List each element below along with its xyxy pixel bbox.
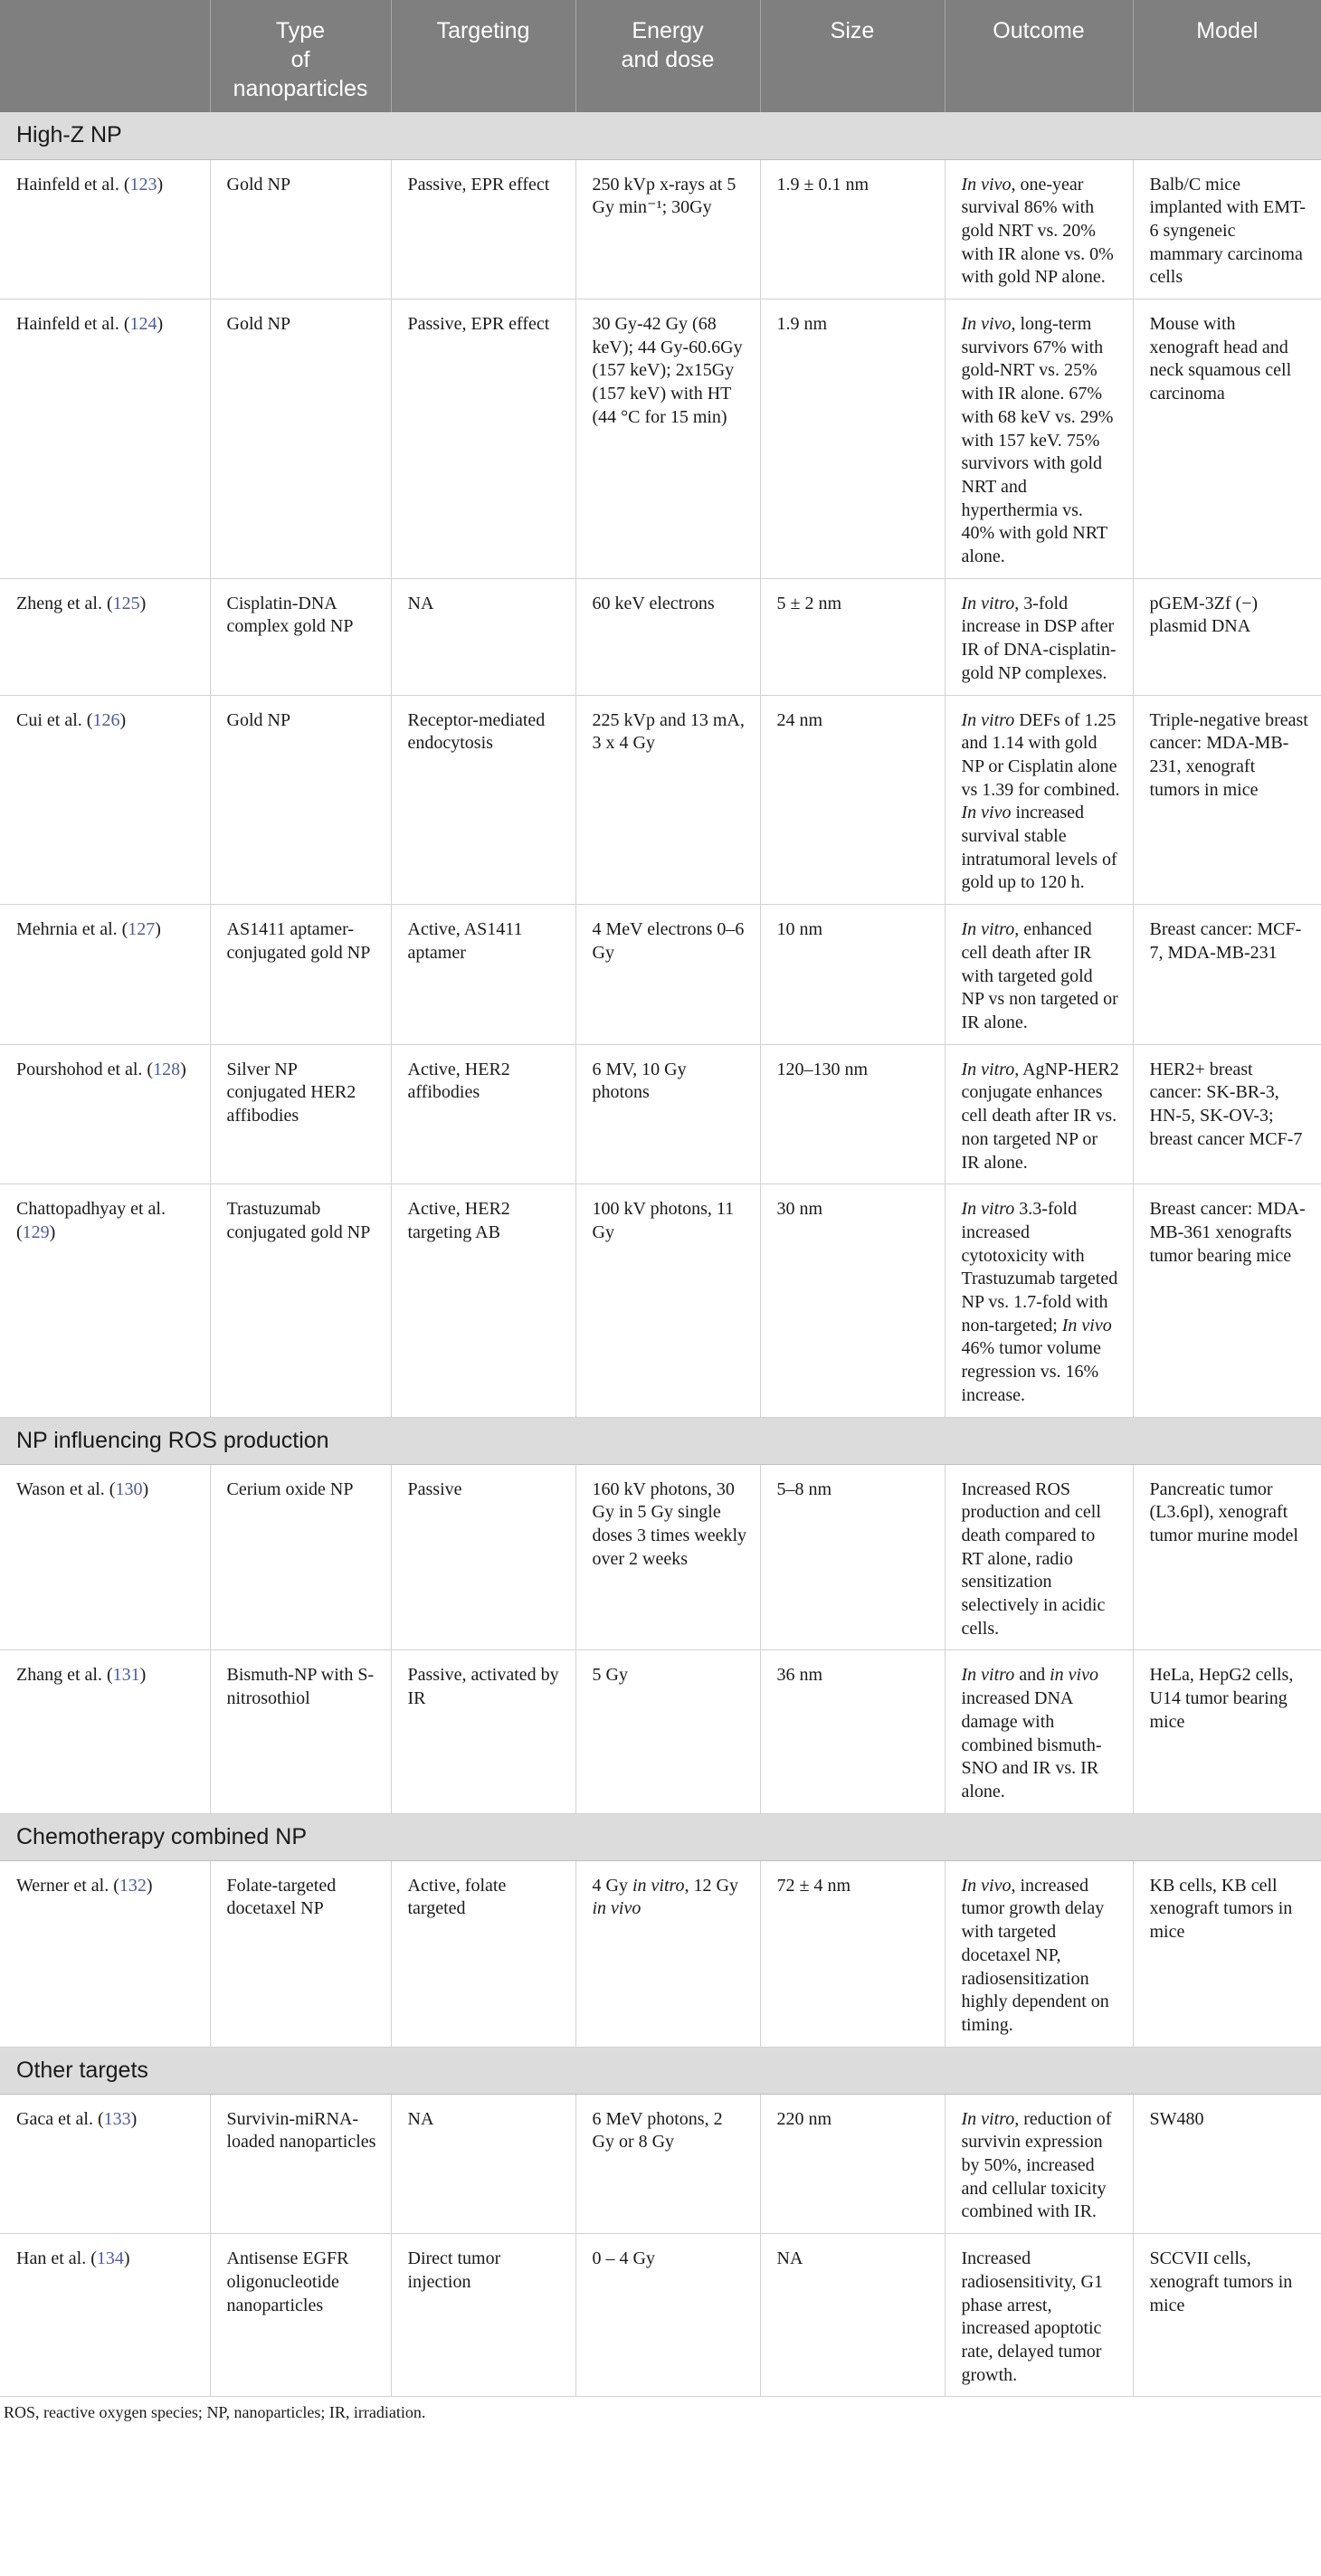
- study-author-end: ): [139, 593, 147, 613]
- study-author: Cui et al. (: [16, 709, 93, 730]
- study-cell: [0, 1650, 210, 1813]
- model-cell: pGEM-3Zf (−) plasmid DNA: [1133, 578, 1321, 695]
- study-author: Zheng et al. (: [16, 593, 113, 613]
- study-cell: [0, 1184, 210, 1417]
- study-author: Werner et al. (: [16, 1875, 119, 1896]
- reference-link[interactable]: 134: [96, 2248, 124, 2269]
- study-cell: [0, 299, 210, 579]
- energy-cell: 250 kVp x-rays at 5 Gy min⁻¹; 30Gy: [575, 159, 760, 299]
- study-author-end: ): [157, 314, 164, 335]
- outcome-cell: In vitro, reduction of survivin expression by 50%, increased and cellular toxicity combined with IR.: [945, 2094, 1133, 2234]
- outcome-cell: In vivo, increased tumor growth delay with targeted docetaxel NP, radiosensitization highly dependent on timing.: [945, 1860, 1133, 2047]
- reference-link[interactable]: 128: [153, 1059, 181, 1079]
- outcome-cell: In vitro and in vivo increased DNA damage with combined bismuth-SNO and IR vs. IR alone.: [945, 1650, 1133, 1813]
- outcome-cell: In vivo, one-year survival 86% with gold NRT vs. 20% with IR alone vs. 0% with gold NP alone.: [945, 159, 1133, 299]
- header-cell-energy: Energy and dose: [575, 0, 760, 112]
- energy-cell: 4 MeV electrons 0–6 Gy: [575, 905, 760, 1045]
- model-cell: Mouse with xenograft head and neck squamous cell carcinoma: [1133, 299, 1321, 579]
- header-cell-outcome: Outcome: [945, 0, 1133, 112]
- size-cell: 5 ± 2 nm: [760, 578, 945, 695]
- study-author: Hainfeld et al. (: [16, 314, 130, 335]
- reference-link[interactable]: 133: [103, 2108, 131, 2129]
- targeting-cell: Passive: [391, 1464, 575, 1650]
- targeting-cell: Direct tumor injection: [391, 2234, 575, 2397]
- study-cell: [0, 2094, 210, 2234]
- targeting-cell: Active, folate targeted: [391, 1860, 575, 2047]
- header-cell-study: [0, 0, 210, 112]
- type-cell: Gold NP: [210, 159, 391, 299]
- section-title: NP influencing ROS production: [0, 1417, 1321, 1464]
- outcome-cell: In vitro 3.3-fold increased cytotoxicity with Trastuzumab targeted NP vs. 1.7-fold with non-targeted; In vivo 46% tumor volume regression vs. 16% increase.: [945, 1184, 1133, 1417]
- size-cell: 5–8 nm: [760, 1464, 945, 1650]
- model-cell: Triple-negative breast cancer: MDA-MB-231, xenograft tumors in mice: [1133, 695, 1321, 905]
- model-cell: Balb/C mice implanted with EMT-6 syngeneic mammary carcinoma cells: [1133, 159, 1321, 299]
- study-cell: [0, 1860, 210, 2047]
- size-cell: 1.9 ± 0.1 nm: [760, 159, 945, 299]
- targeting-cell: Active, AS1411 aptamer: [391, 905, 575, 1045]
- study-author-end: ): [139, 1665, 147, 1686]
- size-cell: 72 ± 4 nm: [760, 1860, 945, 2047]
- energy-cell: 6 MeV photons, 2 Gy or 8 Gy: [575, 2094, 760, 2234]
- outcome-cell: Increased radiosensitivity, G1 phase arrest, increased apoptotic rate, delayed tumor growth.: [945, 2234, 1133, 2397]
- table-row: [0, 159, 1321, 299]
- size-cell: 120–130 nm: [760, 1044, 945, 1184]
- outcome-cell: In vitro, AgNP-HER2 conjugate enhances cell death after IR vs. non targeted NP or IR alone.: [945, 1044, 1133, 1184]
- targeting-cell: Passive, activated by IR: [391, 1650, 575, 1813]
- table-row: [0, 695, 1321, 905]
- study-cell: [0, 578, 210, 695]
- table-row: [0, 1860, 1321, 2047]
- size-cell: 1.9 nm: [760, 299, 945, 579]
- header-cell-type: Type of nanoparticles: [210, 0, 391, 112]
- outcome-cell: Increased ROS production and cell death compared to RT alone, radio sensitization selectively in acidic cells.: [945, 1464, 1133, 1650]
- table-row: [0, 1184, 1321, 1417]
- header-row: [0, 0, 1321, 112]
- type-cell: Cerium oxide NP: [210, 1464, 391, 1650]
- table-row: [0, 1464, 1321, 1650]
- targeting-cell: Passive, EPR effect: [391, 299, 575, 579]
- section-row: [0, 1813, 1321, 1860]
- size-cell: 10 nm: [760, 905, 945, 1045]
- table-footnote: ROS, reactive oxygen species; NP, nanoparticles; IR, irradiation.: [4, 2403, 426, 2421]
- header-cell-size: Size: [760, 0, 945, 112]
- energy-cell: 6 MV, 10 Gy photons: [575, 1044, 760, 1184]
- table-body: [0, 112, 1321, 2397]
- energy-cell: 4 Gy in vitro, 12 Gy in vivo: [575, 1860, 760, 2047]
- section-title: Chemotherapy combined NP: [0, 1813, 1321, 1860]
- targeting-cell: Passive, EPR effect: [391, 159, 575, 299]
- study-cell: [0, 905, 210, 1045]
- study-author-end: ): [123, 2248, 130, 2269]
- reference-link[interactable]: 123: [129, 174, 157, 195]
- table-row: [0, 2094, 1321, 2234]
- table-header: [0, 0, 1321, 112]
- study-author: Pourshohod et al. (: [16, 1059, 154, 1079]
- study-cell: [0, 1464, 210, 1650]
- energy-cell: 225 kVp and 13 mA, 3 x 4 Gy: [575, 695, 760, 905]
- type-cell: Cisplatin-DNA complex gold NP: [210, 578, 391, 695]
- model-cell: SW480: [1133, 2094, 1321, 2234]
- study-author-end: ): [155, 919, 161, 940]
- energy-cell: 160 kV photons, 30 Gy in 5 Gy single doses 3 times weekly over 2 weeks: [575, 1464, 760, 1650]
- reference-link[interactable]: 131: [112, 1665, 140, 1686]
- targeting-cell: Active, HER2 targeting AB: [391, 1184, 575, 1417]
- energy-cell: 30 Gy-42 Gy (68 keV); 44 Gy-60.6Gy (157 keV); 2x15Gy (157 keV) with HT (44 °C for 15 min): [575, 299, 760, 579]
- type-cell: Gold NP: [210, 299, 391, 579]
- study-author-end: ): [119, 709, 127, 730]
- section-row: [0, 1417, 1321, 1464]
- outcome-cell: In vitro, 3-fold increase in DSP after IR of DNA-cisplatin-gold NP complexes.: [945, 578, 1133, 695]
- study-cell: [0, 1044, 210, 1184]
- energy-cell: 60 keV electrons: [575, 578, 760, 695]
- table-row: [0, 299, 1321, 579]
- size-cell: 24 nm: [760, 695, 945, 905]
- energy-cell: 100 kV photons, 11 Gy: [575, 1184, 760, 1417]
- study-author: Mehrnia et al. (: [16, 919, 128, 940]
- table-row: [0, 1044, 1321, 1184]
- targeting-cell: NA: [391, 2094, 575, 2234]
- type-cell: Silver NP conjugated HER2 affibodies: [210, 1044, 391, 1184]
- table-row: [0, 1650, 1321, 1813]
- study-author: Gaca et al. (: [16, 2108, 104, 2129]
- outcome-cell: In vitro DEFs of 1.25 and 1.14 with gold NP or Cisplatin alone vs 1.39 for combined. In vivo increased survival stable intratumoral levels of gold up to 120 h.: [945, 695, 1133, 905]
- size-cell: 220 nm: [760, 2094, 945, 2234]
- model-cell: Breast cancer: MCF-7, MDA-MB-231: [1133, 905, 1321, 1045]
- study-author: Zhang et al. (: [16, 1665, 113, 1686]
- outcome-cell: In vivo, long-term survivors 67% with gold-NRT vs. 25% with IR alone. 67% with 68 keV vs. 29% with 157 keV. 75% survivors with gold NRT and hyperthermia vs. 40% with gold NRT alone.: [945, 299, 1133, 579]
- reference-link[interactable]: 132: [119, 1875, 147, 1896]
- reference-link[interactable]: 127: [128, 919, 156, 940]
- type-cell: Antisense EGFR oligonucleotide nanoparticles: [210, 2234, 391, 2397]
- header-cell-model: Model: [1133, 0, 1321, 112]
- study-cell: [0, 695, 210, 905]
- size-cell: 30 nm: [760, 1184, 945, 1417]
- size-cell: 36 nm: [760, 1650, 945, 1813]
- study-author-end: ): [130, 2108, 138, 2129]
- model-cell: KB cells, KB cell xenograft tumors in mice: [1133, 1860, 1321, 2047]
- section-title: Other targets: [0, 2047, 1321, 2094]
- study-author: Wason et al. (: [16, 1478, 116, 1499]
- table-row: [0, 578, 1321, 695]
- type-cell: Bismuth-NP with S-nitrosothiol: [210, 1650, 391, 1813]
- type-cell: Folate-targeted docetaxel NP: [210, 1860, 391, 2047]
- table-row: [0, 905, 1321, 1045]
- study-author-end: ): [142, 1478, 149, 1499]
- reference-link[interactable]: 124: [129, 314, 157, 335]
- targeting-cell: Receptor-mediated endocytosis: [391, 695, 575, 905]
- header-cell-targeting: Targeting: [391, 0, 575, 112]
- study-cell: [0, 159, 210, 299]
- reference-link[interactable]: 129: [22, 1221, 50, 1242]
- study-author-end: ): [49, 1221, 56, 1242]
- section-row: [0, 112, 1321, 159]
- table-row: [0, 2234, 1321, 2397]
- type-cell: Gold NP: [210, 695, 391, 905]
- reference-link[interactable]: 130: [115, 1478, 143, 1499]
- energy-cell: 0 – 4 Gy: [575, 2234, 760, 2397]
- targeting-cell: Active, HER2 affibodies: [391, 1044, 575, 1184]
- study-author: Han et al. (: [16, 2248, 97, 2269]
- study-author: Chattopadhyay et al. (: [16, 1199, 166, 1242]
- type-cell: AS1411 aptamer-conjugated gold NP: [210, 905, 391, 1045]
- model-cell: Breast cancer: MDA-MB-361 xenografts tumor bearing mice: [1133, 1184, 1321, 1417]
- outcome-cell: In vitro, enhanced cell death after IR with targeted gold NP vs non targeted or IR alone.: [945, 905, 1133, 1045]
- study-author-end: ): [157, 174, 164, 195]
- study-author-end: ): [146, 1875, 153, 1896]
- type-cell: Trastuzumab conjugated gold NP: [210, 1184, 391, 1417]
- energy-cell: 5 Gy: [575, 1650, 760, 1813]
- section-title: High-Z NP: [0, 112, 1321, 159]
- size-cell: NA: [760, 2234, 945, 2397]
- model-cell: HER2+ breast cancer: SK-BR-3, HN-5, SK-OV-3; breast cancer MCF-7: [1133, 1044, 1321, 1184]
- study-author: Hainfeld et al. (: [16, 174, 130, 195]
- study-cell: [0, 2234, 210, 2397]
- model-cell: Pancreatic tumor (L3.6pl), xenograft tumor murine model: [1133, 1464, 1321, 1650]
- reference-link[interactable]: 125: [112, 593, 140, 613]
- targeting-cell: NA: [391, 578, 575, 695]
- model-cell: SCCVII cells, xenograft tumors in mice: [1133, 2234, 1321, 2397]
- study-author-end: ): [180, 1059, 186, 1079]
- model-cell: HeLa, HepG2 cells, U14 tumor bearing mice: [1133, 1650, 1321, 1813]
- reference-link[interactable]: 126: [92, 709, 120, 730]
- section-row: [0, 2047, 1321, 2094]
- type-cell: Survivin-miRNA-loaded nanoparticles: [210, 2094, 391, 2234]
